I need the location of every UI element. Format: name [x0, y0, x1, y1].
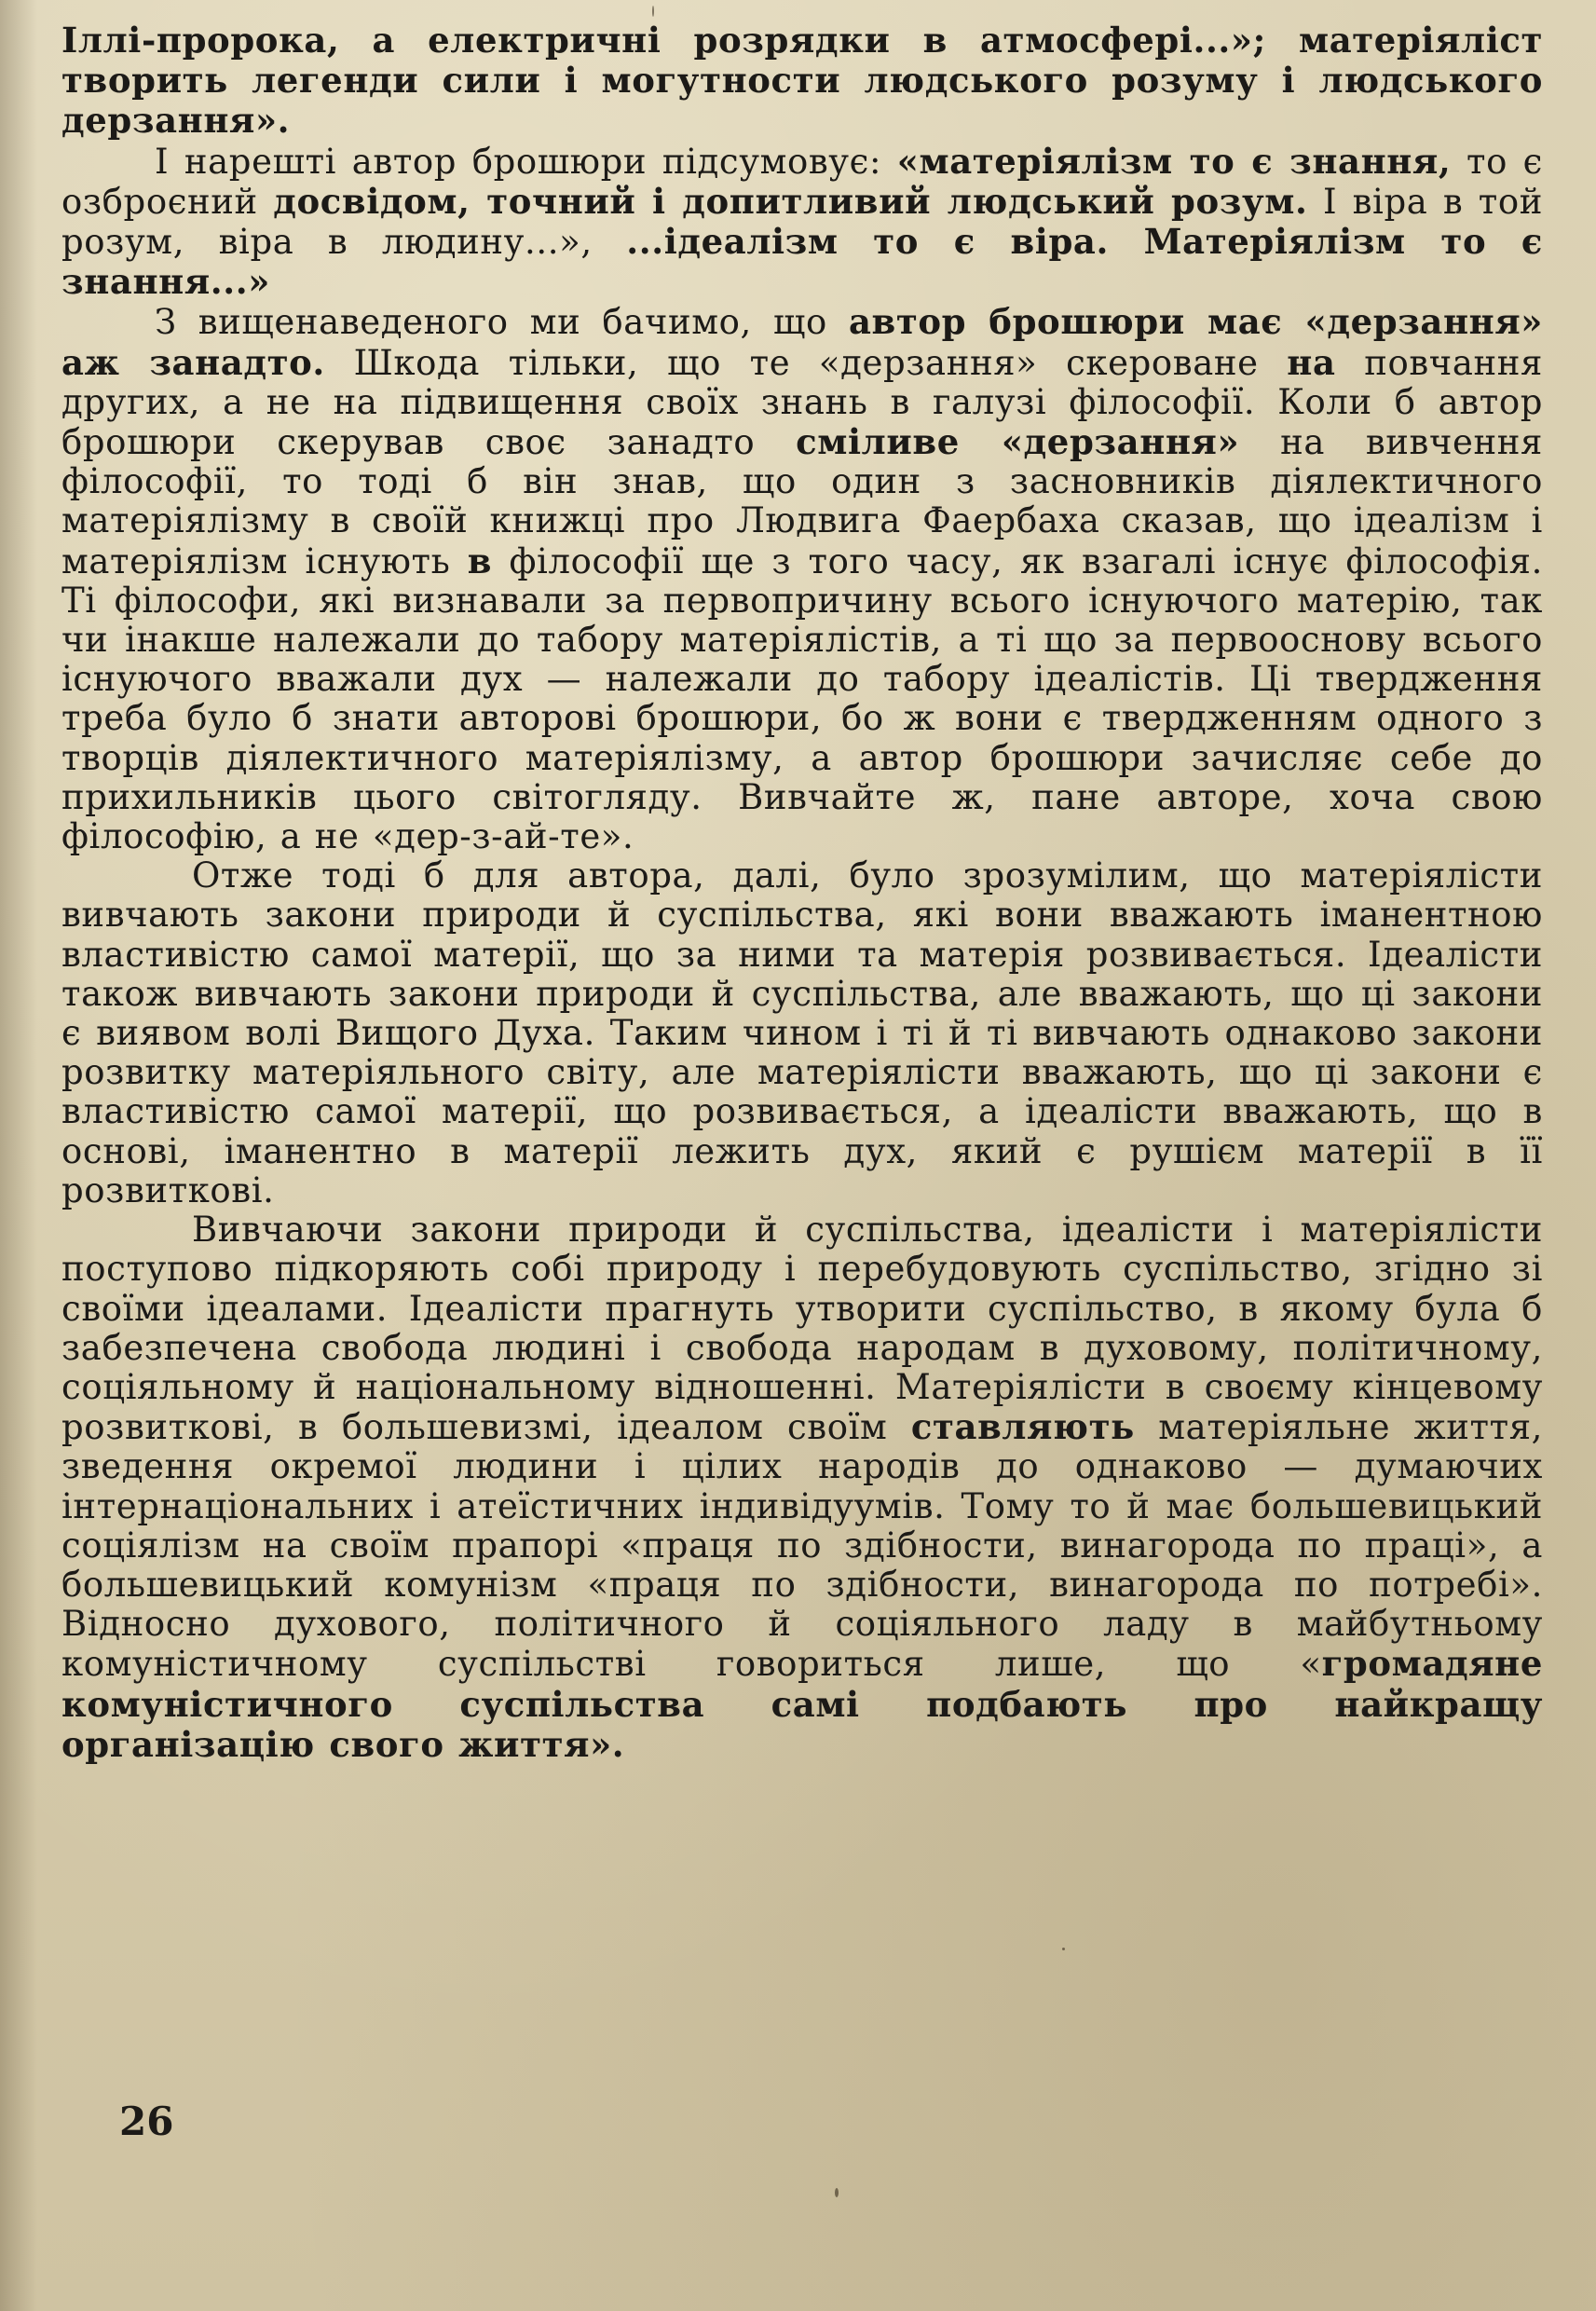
paragraph-1: [61, 21, 1543, 142]
paper-speck: [835, 2188, 839, 2197]
bold-text-run: Іллі-пророка, а електричні розрядки в атмосфері...»; матеріяліст творить легенди сили і могутности людського розуму і людського дерзання».: [61, 20, 1543, 142]
bold-text-run: ставляють: [910, 1406, 1135, 1448]
paragraph-5: [61, 1210, 1543, 1765]
page-number: 26: [119, 2099, 174, 2144]
bold-text-run: на: [1287, 341, 1336, 383]
paragraph-4: [61, 856, 1543, 1210]
paragraph-3: [61, 302, 1543, 856]
text-run: І віра в той розум, віра в людину...»,: [61, 181, 1543, 263]
text-run: повчання других, а не на підвищення своїх знань в галузі філософії. Коли б автор брошюри скерував своє занадто: [61, 342, 1543, 463]
text-run: матеріяльне життя, зведення окремої людини і цілих народів до однаково — думаючих інтернаціональних і атеїстичних індивідуумів. Тому то й має большевицький соціялізм на своїм прапорі «праця по здібности, винагорода по праці», а большевицький комунізм «праця по здібности, винагорода по потребі». Відносно духового, політичного й соціяльного ладу в майбутньому комуністичному суспільстві говориться лише, що «: [61, 1407, 1543, 1685]
text-run: то є озброєний: [61, 141, 1543, 222]
body-text: [61, 21, 1543, 1765]
paragraph-2: [61, 142, 1543, 303]
bold-text-run: громадяне комуністичного суспільства самі подбають про найкращу організацію свого життя».: [61, 1643, 1543, 1765]
paper-speck: [1062, 1948, 1065, 1950]
bold-text-run: автор брошюри має «дерзання» аж занадто.: [61, 301, 1544, 383]
text-run: З вищенаведеного ми бачимо, що: [155, 302, 849, 343]
paper-speck: [652, 6, 654, 17]
text-run: Вивчаючи закони природи й суспільства, ідеалісти і матеріялісти поступово підкоряють собі природу і перебудовують суспільство, згідно зі своїми ідеалами. Ідеалісти прагнуть утворити суспільство, в якому була б забезпечена свобода людині і свобода народам в духовому, політичному, соціяльному й національному відношенні. Матеріялісти в своєму кінцевому розвиткові, в большевизмі, ідеалом своїм: [61, 1210, 1543, 1448]
text-run: І нарешті автор брошюри підсумовує:: [155, 141, 897, 182]
text-run: на вивчення філософії, то тоді б він знав, що один з засновників діялектичного матеріялізму в своїй книжці про Людвига Фаербаха сказав, що ідеалізм і матеріялізм існують: [61, 422, 1543, 581]
text-run: Шкода тільки, що те «дерзання» скероване: [324, 342, 1288, 383]
bold-text-run: ...ідеалізм то є віра. Матеріялізм то є знання...»: [61, 221, 1544, 303]
text-run: філософії ще з того часу, як взагалі існує філософія. Ті філософи, які визнавали за первопричину всього існуючого матерію, так чи інакше належали до табору матеріялістів, а ті що за первооснову всього існуючого вважали дух — належали до табору ідеалістів. Ці твердження треба було б знати авторові брошюри, бо ж вони є твердженням одного з творців діялектичного матеріялізму, а автор брошюри зачисляє себе до прихильників цього світогляду. Вивчайте ж, пане авторе, хоча свою філософію, а не «дер-з-ай-те».: [61, 540, 1543, 857]
bold-text-run: сміливе «дерзання»: [796, 421, 1240, 463]
bold-text-run: в: [467, 540, 493, 581]
bold-text-run: досвідом, точний і допитливий людський розум.: [273, 180, 1308, 222]
page-edge-shadow: [0, 0, 37, 2311]
bold-text-run: «матеріялізм то є знання,: [896, 140, 1452, 182]
text-run: Отже тоді б для автора, далі, було зрозумілим, що матеріялісти вивчають закони природи й суспільства, які вони вважають іманентною властивістю самої матерії, що за ними та матерія розвивається. Ідеалісти також вивчають закони природи й суспільства, але вважають, що ці закони є виявом волі Вищого Духа. Таким чином і ті й ті вивчають однаково закони розвитку матеріяльного світу, але матеріялісти вважають, що ці закони є властивістю самої матерії, що розвивається, а ідеалісти вважають, що в основі, іманентно в матерії лежить дух, який є рушієм матерії в її розвиткові.: [61, 855, 1543, 1210]
